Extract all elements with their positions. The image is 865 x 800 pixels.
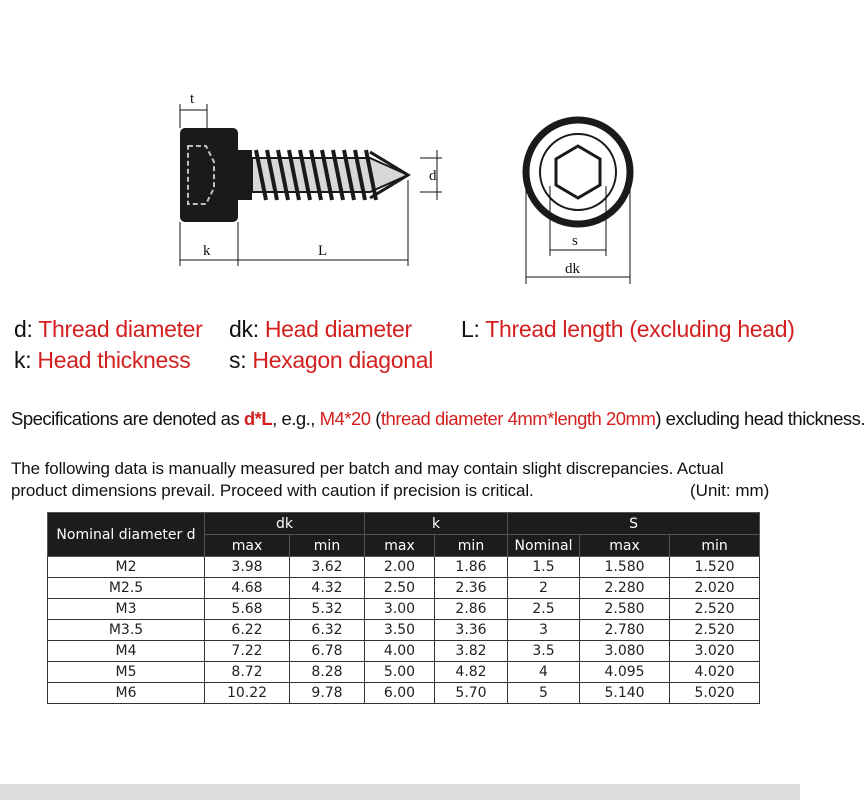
table-cell: 4.82: [435, 662, 508, 683]
label-L: L: [318, 243, 328, 259]
spec-description: [11, 408, 865, 430]
table-body: [48, 557, 760, 704]
label-k: k: [203, 243, 211, 259]
subheader-cell: Nominal: [508, 535, 580, 557]
legend-value: Thread length (excluding head): [485, 316, 795, 342]
hex-socket: [556, 146, 600, 198]
table-row: [48, 557, 760, 578]
spec-explain: thread diameter 4mm*length 20mm: [380, 408, 656, 429]
legend-dk: [229, 314, 412, 344]
table-row: [48, 599, 760, 620]
bottom-band: [0, 784, 800, 800]
table-cell: 6.78: [290, 641, 365, 662]
legend-value: Thread diameter: [38, 316, 203, 342]
table-cell: 5.32: [290, 599, 365, 620]
label-d: d: [429, 168, 437, 184]
table-cell: 2.580: [580, 599, 670, 620]
table-cell: 4.00: [365, 641, 435, 662]
legend-d: [14, 314, 203, 344]
spec-intro: Specifications are denoted as: [11, 408, 244, 429]
nominal-size-cell: M2: [48, 557, 205, 578]
table-cell: 6.00: [365, 683, 435, 704]
table-cell: 1.520: [670, 557, 760, 578]
table-cell: 4.32: [290, 578, 365, 599]
screw-shank: [238, 150, 252, 200]
table-cell: 5.68: [205, 599, 290, 620]
table-cell: 4.095: [580, 662, 670, 683]
table-cell: 4.020: [670, 662, 760, 683]
table-cell: 3.00: [365, 599, 435, 620]
legend-key: d:: [14, 316, 39, 342]
legend-key: dk:: [229, 316, 265, 342]
table-cell: 2.780: [580, 620, 670, 641]
screw-diagram: [0, 0, 800, 300]
label-s: s: [572, 233, 578, 249]
table-row: [48, 662, 760, 683]
table-cell: 10.22: [205, 683, 290, 704]
screw-side-view: [180, 91, 442, 266]
table-row: [48, 641, 760, 662]
table-cell: 3.50: [365, 620, 435, 641]
nominal-size-cell: M4: [48, 641, 205, 662]
table-cell: 8.28: [290, 662, 365, 683]
table-cell: 8.72: [205, 662, 290, 683]
table-cell: 4: [508, 662, 580, 683]
spec-notation: d*L: [243, 408, 273, 429]
legend-key: L:: [461, 316, 486, 342]
legend-value: Head diameter: [264, 316, 412, 342]
table-cell: 2.520: [670, 620, 760, 641]
table-cell: 5.020: [670, 683, 760, 704]
measurement-note: The following data is manually measured per batch and may contain slight discrepancies. Actual product dimensions prevail. Proceed with caution if precision is critical.: [11, 459, 724, 500]
table-cell: 3.98: [205, 557, 290, 578]
nominal-size-cell: M5: [48, 662, 205, 683]
label-t: t: [190, 91, 195, 107]
spec-tail: excluding head thickness.: [661, 408, 865, 429]
subheader-cell: max: [205, 535, 290, 557]
table-cell: 7.22: [205, 641, 290, 662]
table-cell: 3: [508, 620, 580, 641]
nominal-size-cell: M6: [48, 683, 205, 704]
header-group-s: S: [508, 513, 760, 535]
legend-value: Hexagon diagonal: [252, 347, 434, 373]
table-cell: 3.82: [435, 641, 508, 662]
header-group-dk: dk: [205, 513, 365, 535]
header-group-k: k: [365, 513, 508, 535]
nominal-size-cell: M3.5: [48, 620, 205, 641]
table-cell: 2.00: [365, 557, 435, 578]
table-row: [48, 620, 760, 641]
table-row: [48, 683, 760, 704]
table-cell: 1.580: [580, 557, 670, 578]
header-nominal-diameter: Nominal diameter d: [48, 513, 205, 557]
table-cell: 2.520: [670, 599, 760, 620]
table-cell: 2.50: [365, 578, 435, 599]
table-row: [48, 578, 760, 599]
table-cell: 5.70: [435, 683, 508, 704]
nominal-size-cell: M2.5: [48, 578, 205, 599]
table-cell: 1.5: [508, 557, 580, 578]
table-cell: 2.020: [670, 578, 760, 599]
label-dk: dk: [565, 261, 580, 277]
table-cell: 5: [508, 683, 580, 704]
legend-k: [14, 345, 190, 375]
subheader-cell: min: [290, 535, 365, 557]
legend-value: Head thickness: [37, 347, 191, 373]
table-cell: 5.00: [365, 662, 435, 683]
spec-example: M4*20: [319, 408, 371, 429]
table-cell: 3.5: [508, 641, 580, 662]
table-cell: 2.5: [508, 599, 580, 620]
nominal-size-cell: M3: [48, 599, 205, 620]
table-cell: 2.36: [435, 578, 508, 599]
legend-s: [229, 345, 433, 375]
subheader-cell: min: [670, 535, 760, 557]
table-cell: 2.86: [435, 599, 508, 620]
table-cell: 4.68: [205, 578, 290, 599]
table-cell: 3.62: [290, 557, 365, 578]
table-cell: 6.32: [290, 620, 365, 641]
spec-eg: , e.g.,: [272, 408, 320, 429]
dimensions-table: [47, 512, 759, 704]
legend-L: [461, 314, 795, 344]
table-cell: 3.080: [580, 641, 670, 662]
table-cell: 9.78: [290, 683, 365, 704]
subheader-cell: max: [580, 535, 670, 557]
table-cell: 5.140: [580, 683, 670, 704]
table-cell: 1.86: [435, 557, 508, 578]
legend-key: k:: [14, 347, 38, 373]
table-cell: 6.22: [205, 620, 290, 641]
subheader-cell: min: [435, 535, 508, 557]
subheader-cell: max: [365, 535, 435, 557]
unit-label: (Unit: mm): [690, 481, 770, 500]
spec-close: ): [655, 408, 662, 429]
legend-key: s:: [229, 347, 253, 373]
screw-top-view: [526, 120, 630, 284]
table-cell: 2: [508, 578, 580, 599]
table-cell: 3.020: [670, 641, 760, 662]
screw-head: [180, 128, 238, 222]
table-cell: 2.280: [580, 578, 670, 599]
spec-open: (: [370, 408, 381, 429]
table-cell: 3.36: [435, 620, 508, 641]
